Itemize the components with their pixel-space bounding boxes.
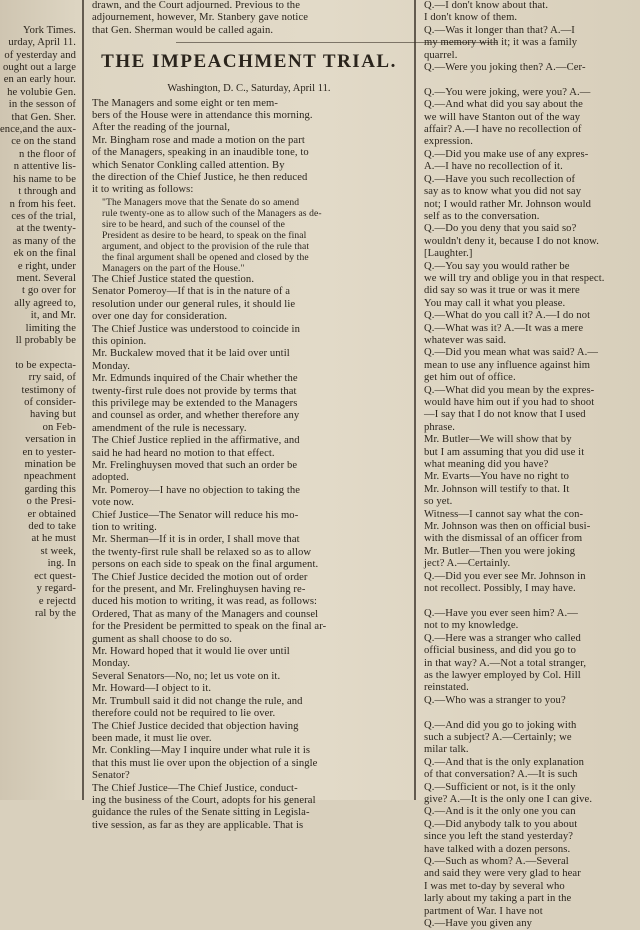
text-line: en to yester- xyxy=(22,446,76,458)
text-line: ence,and the aux- xyxy=(0,124,77,136)
text-line: been made, it must lie over. xyxy=(92,732,212,744)
quote-line: argument, and object to the provision of the rule that xyxy=(102,240,310,252)
text-line: garding this xyxy=(24,483,76,495)
text-line: at the twenty- xyxy=(16,223,76,235)
text-line: Mr. Bingham rose and made a motion on the part xyxy=(92,134,305,146)
text-line: whatever was said. xyxy=(424,334,507,346)
text-line: Q.—You say you would rather be xyxy=(424,260,570,272)
text-line: ing the business of the Court, adopts for his general xyxy=(92,794,316,806)
text-line: I was met to-day by several who xyxy=(424,880,565,892)
text-line: having but xyxy=(29,409,76,421)
text-line: Q.—What did you mean by the expres- xyxy=(424,384,595,396)
text-line: resolution under our general rules, it should lie xyxy=(92,298,296,310)
middle-column-top-text xyxy=(88,0,410,37)
text-line: would have him out if you had to shoot xyxy=(424,397,595,408)
text-line: Mr. Trumbull said it did not change the rule, and xyxy=(92,695,303,707)
text-line: this privilege may be extended to the Managers xyxy=(92,397,298,409)
text-line: vote now. xyxy=(92,497,134,509)
text-line: Q.—Such as whom? A.—Several xyxy=(424,856,569,868)
text-line: Q.—And did you go to joking with xyxy=(424,719,577,731)
text-line: persons on each side to speak on the final argument. xyxy=(92,559,319,571)
quote-line: "The Managers move that the Senate do so amend xyxy=(102,196,300,208)
text-line: The Chief Justice stated the question. xyxy=(92,273,255,285)
text-line: Q.—What was it? A.—It was a mere xyxy=(424,322,584,334)
text-line: he volubie Gen. xyxy=(7,86,76,98)
text-line: Q.—Was it longer than that? A.—I xyxy=(424,24,575,36)
text-line: for the President be permitted to speak on the final ar- xyxy=(92,621,327,633)
text-line: Q.—Sufficient or not, is it the only xyxy=(424,781,576,793)
text-line: ally agreed to, xyxy=(14,297,76,309)
text-line: Mr. Evarts—You have no right to xyxy=(424,471,570,483)
text-line: that Gen. Sher. xyxy=(11,111,76,123)
text-line: Mr. Howard hoped that it would lie over until xyxy=(92,646,290,658)
text-line: er obtained xyxy=(27,508,76,520)
text-line: Q.—You were joking, were you? A.— xyxy=(424,86,591,98)
text-line: as many of the xyxy=(12,235,76,247)
text-line: After the reading of the journal, xyxy=(92,122,231,134)
text-line: bers of the House were in attendance this morning. xyxy=(92,110,313,122)
text-line: ject? A.—Certainly. xyxy=(424,558,511,570)
text-line: Monday. xyxy=(92,360,130,372)
text-line: t through and xyxy=(18,186,76,198)
left-column xyxy=(0,0,78,800)
text-line: Several Senators—No, no; let us vote on it. xyxy=(92,670,281,682)
text-line: not; I would rather Mr. Johnson would xyxy=(424,198,592,210)
text-line: amendment of the rule is necessary. xyxy=(92,422,247,434)
text-line: say as to know what you did not say xyxy=(424,186,582,198)
text-line: e rejectd xyxy=(38,595,76,607)
text-line: on Feb- xyxy=(42,421,76,433)
text-line: Mr. Howard—I object to it. xyxy=(92,683,212,695)
article-dateline: Washington, D. C., Saturday, April 11. xyxy=(167,83,331,95)
text-line: Q.—Do you deny that you said so? xyxy=(424,223,577,235)
text-line: tive session, as far as they are applicable. That is xyxy=(92,819,304,831)
text-line: with the dismissal of an officer from xyxy=(424,533,583,545)
text-line: Mr. Conkling—May I inquire under what rule it is xyxy=(92,745,311,757)
text-line: Mr. Butler—We will show that by xyxy=(424,434,572,446)
text-line: milar talk. xyxy=(424,744,469,756)
text-line: said he had heard no motion to that effect. xyxy=(92,447,275,459)
text-line xyxy=(0,12,78,24)
text-line: —I say that I do not know that I used xyxy=(424,409,586,421)
text-line: this opinion. xyxy=(92,335,147,347)
text-line: get him out of office. xyxy=(424,372,516,384)
text-line: therefore could not be required to lie over. xyxy=(92,708,276,720)
quote-line: Managers on the part of the House." xyxy=(102,262,245,274)
text-line: The Managers and some eight or ten mem- xyxy=(92,97,278,109)
text-line: n attentive lis- xyxy=(13,161,76,173)
text-line: my memory with it; it was a family xyxy=(424,37,578,49)
text-line: Q.—Have you given any xyxy=(424,918,533,930)
text-line: self as to the conversation. xyxy=(424,210,540,222)
text-line: en an early hour. xyxy=(3,74,76,86)
text-line xyxy=(0,347,78,359)
text-line: duced his motion to writing, it was read, as follows: xyxy=(92,596,318,608)
text-line: ral by the xyxy=(34,607,76,619)
text-line: Q.—Did you mean what was said? A.— xyxy=(424,347,599,359)
text-line: Mr. Edmunds inquired of the Chair whether the xyxy=(92,373,298,385)
text-line: Q.—Who was a stranger to you? xyxy=(424,694,566,706)
text-line: Mr. Buckalew moved that it be laid over until xyxy=(92,348,290,360)
article-body xyxy=(88,274,410,832)
text-line: partment of War. I have not xyxy=(424,905,543,917)
text-line: adjournement, however, Mr. Stanbery gave notice xyxy=(92,12,309,24)
text-line: t go over for xyxy=(22,285,76,297)
text-line: the twenty-first rule shall be relaxed so as to allow xyxy=(92,546,312,558)
text-line: The Chief Justice—The Chief Justice, conduct- xyxy=(92,782,298,794)
text-line: not to my knowledge. xyxy=(424,620,519,632)
text-line: did say so was it true or was it mere xyxy=(424,285,580,297)
text-line: what meaning did you have? xyxy=(424,459,549,471)
text-line: Mr. Butler—Then you were joking xyxy=(424,545,576,557)
text-line: n from his feet. xyxy=(9,198,76,210)
text-line: Q.—Have you ever seen him? A.— xyxy=(424,607,578,619)
article-headline: THE IMPEACHMENT TRIAL. xyxy=(101,51,397,73)
text-line: official business, and did you go to xyxy=(424,645,576,657)
text-line: over one day for consideration. xyxy=(92,311,228,323)
text-line: The Chief Justice was understood to coincide in xyxy=(92,323,300,335)
text-line: tion to writing. xyxy=(92,522,157,533)
text-line: ll probably be xyxy=(15,334,76,346)
text-line: I don't know of them. xyxy=(424,12,518,24)
text-line: e right, under xyxy=(17,260,76,272)
text-line: Q.—Did you ever see Mr. Johnson in xyxy=(424,570,586,582)
text-line: in the sesson of xyxy=(8,99,76,111)
text-line: mean to use any influence against him xyxy=(424,359,591,371)
right-column xyxy=(420,0,640,930)
text-line: Chief Justice—The Senator will reduce his mo- xyxy=(92,509,299,521)
text-line: we will have Stanton out of the way xyxy=(424,111,581,123)
text-line: phrase. xyxy=(424,421,455,433)
middle-column xyxy=(88,0,410,831)
text-line: Q.—And that is the only explanation xyxy=(424,756,585,768)
text-line: not recollect. Possibly, I may have. xyxy=(424,583,576,595)
text-line: testimony of xyxy=(21,384,76,396)
text-line: of the Managers, speaking in an inaudible tone, to xyxy=(92,147,309,159)
text-line: to be expecta- xyxy=(15,359,76,371)
text-line: n the floor of xyxy=(18,148,76,160)
text-line: drawn, and the Court adjourned. Previous to the xyxy=(92,0,300,11)
text-line: ces of the trial, xyxy=(11,210,76,222)
text-line: since you left the stand yesterday? xyxy=(424,831,574,843)
text-line: Q.—And is it the only one you can xyxy=(424,806,576,818)
text-line: quarrel. xyxy=(424,49,458,61)
text-line: y regard- xyxy=(36,583,76,595)
text-line: it, and Mr. xyxy=(30,310,76,322)
text-line: npeachment xyxy=(23,471,76,483)
text-line xyxy=(420,74,640,86)
text-line: we will try and oblige you in that respect. xyxy=(424,272,605,284)
text-line: o the Presi- xyxy=(26,496,76,508)
text-line: have talked with a dozen persons. xyxy=(424,843,571,855)
text-line: gument as shall choose to do so. xyxy=(92,633,233,645)
text-line: versation in xyxy=(25,434,76,446)
text-line: Q.—Did anybody talk to you about xyxy=(424,818,578,830)
text-line: You may call it what you please. xyxy=(424,297,566,309)
text-line: Mr. Johnson will testify to that. It xyxy=(424,483,570,495)
quote-line: rule twenty-one as to allow such of the Managers as de- xyxy=(102,207,322,219)
text-line: Q.—I don't know about that. xyxy=(424,0,549,11)
text-line: such a subject? A.—Certainly; we xyxy=(424,731,572,743)
text-line: Q.—What do you call it? A.—I do not xyxy=(424,310,591,322)
text-line: as the lawyer employed by Col. Hill xyxy=(424,669,581,681)
text-line: st week, xyxy=(40,545,76,557)
text-line: York Times. xyxy=(22,24,76,36)
text-line xyxy=(420,707,640,719)
text-line: ce on the stand xyxy=(11,136,76,148)
text-line: The Chief Justice decided the motion out of order xyxy=(92,571,308,583)
text-line: The Chief Justice replied in the affirmative, and xyxy=(92,435,300,447)
text-line: ek on the final xyxy=(13,248,76,260)
text-line: Witness—I cannot say what the con- xyxy=(424,508,584,520)
text-line: Mr. Pomeroy—I have no objection to taking the xyxy=(92,484,301,496)
text-line: of consider- xyxy=(24,397,76,408)
text-line: rry said, of xyxy=(28,372,76,384)
text-line: his name to be xyxy=(13,173,76,185)
text-line xyxy=(0,0,78,12)
text-line: in that way? A.—Not a total stranger, xyxy=(424,657,587,669)
text-line: Q.—Were you joking then? A.—Cer- xyxy=(424,62,586,74)
text-line: limiting the xyxy=(25,322,76,334)
text-line: adopted. xyxy=(92,472,129,484)
article-intro xyxy=(88,98,410,197)
text-line: [Laughter.] xyxy=(424,248,473,260)
text-line: The Chief Justice decided that objection having xyxy=(92,720,299,732)
text-line: ment. Several xyxy=(16,272,76,284)
column-rule-left xyxy=(82,0,84,800)
text-line: so yet. xyxy=(424,496,453,508)
text-line: the direction of the Chief Justice, he then reduced xyxy=(92,172,308,184)
text-line: Ordered, That as many of the Managers and counsel xyxy=(92,608,319,620)
quote-line: the final argument shall be opened and closed by the xyxy=(102,251,309,263)
text-line: that this must lie over upon the objection of a single xyxy=(92,757,318,769)
text-line: reinstated. xyxy=(424,682,469,694)
text-line: mination be xyxy=(24,459,76,471)
text-line: Monday. xyxy=(92,658,130,670)
text-line: guidance the rules of the Senate sitting in Legisla- xyxy=(92,807,310,819)
text-line: wouldn't deny it, because I do not know. xyxy=(424,235,599,247)
column-rule-right xyxy=(414,0,416,800)
text-line: give? A.—It is the only one I can give. xyxy=(424,794,593,805)
text-line: Q.—Did you make use of any expres- xyxy=(424,148,589,160)
text-line: twenty-first rule does not provide by terms that xyxy=(92,385,297,397)
text-line: larly about my taking a part in the xyxy=(424,893,572,905)
text-line: of that conversation? A.—It is such xyxy=(424,769,578,781)
text-line: and counsel as order, and whether therefore any xyxy=(92,410,300,422)
text-line: affair? A.—I have no recollection of xyxy=(424,124,582,136)
text-line: at he must xyxy=(31,533,76,545)
quote-line: sire to be heard, and such of the counsel of the xyxy=(102,218,286,230)
text-line: Q.—And what did you say about the xyxy=(424,99,583,111)
text-line: Mr. Sherman—If it is in order, I shall move that xyxy=(92,534,300,546)
text-line: Q.—Here was a stranger who called xyxy=(424,632,581,644)
text-line: but I am assuming that you did use it xyxy=(424,446,585,458)
text-line: ect quest- xyxy=(34,570,76,582)
text-line: Mr. Johnson was then on official busi- xyxy=(424,521,591,533)
text-line: for the present, and Mr. Frelinghuysen having re- xyxy=(92,584,306,596)
text-line: it to writing as follows: xyxy=(92,184,194,196)
text-line: Mr. Frelinghuysen moved that such an order be xyxy=(92,459,298,471)
text-line: ded to take xyxy=(28,521,76,533)
text-line: and said they were very glad to hear xyxy=(424,868,581,880)
article-quote xyxy=(88,197,410,274)
quote-line: President as desire to be heard, to speak on the final xyxy=(102,229,307,241)
text-line: Senator Pomeroy—If that is in the nature of a xyxy=(92,286,291,298)
text-line: of yesterday and xyxy=(4,49,76,61)
text-line: A.—I have no recollection of it. xyxy=(424,161,563,173)
text-line: Q.—Have you such recollection of xyxy=(424,173,576,185)
text-line: expression. xyxy=(424,136,474,148)
text-line xyxy=(420,596,640,608)
text-line: Senator? xyxy=(92,770,130,782)
text-line: urday, April 11. xyxy=(8,37,76,49)
text-line: which Senator Conkling called attention. By xyxy=(92,159,285,171)
text-line: ing. In xyxy=(47,558,76,570)
text-line: ought out a large xyxy=(3,62,76,74)
text-line: that Gen. Sherman would be called again. xyxy=(92,24,274,36)
